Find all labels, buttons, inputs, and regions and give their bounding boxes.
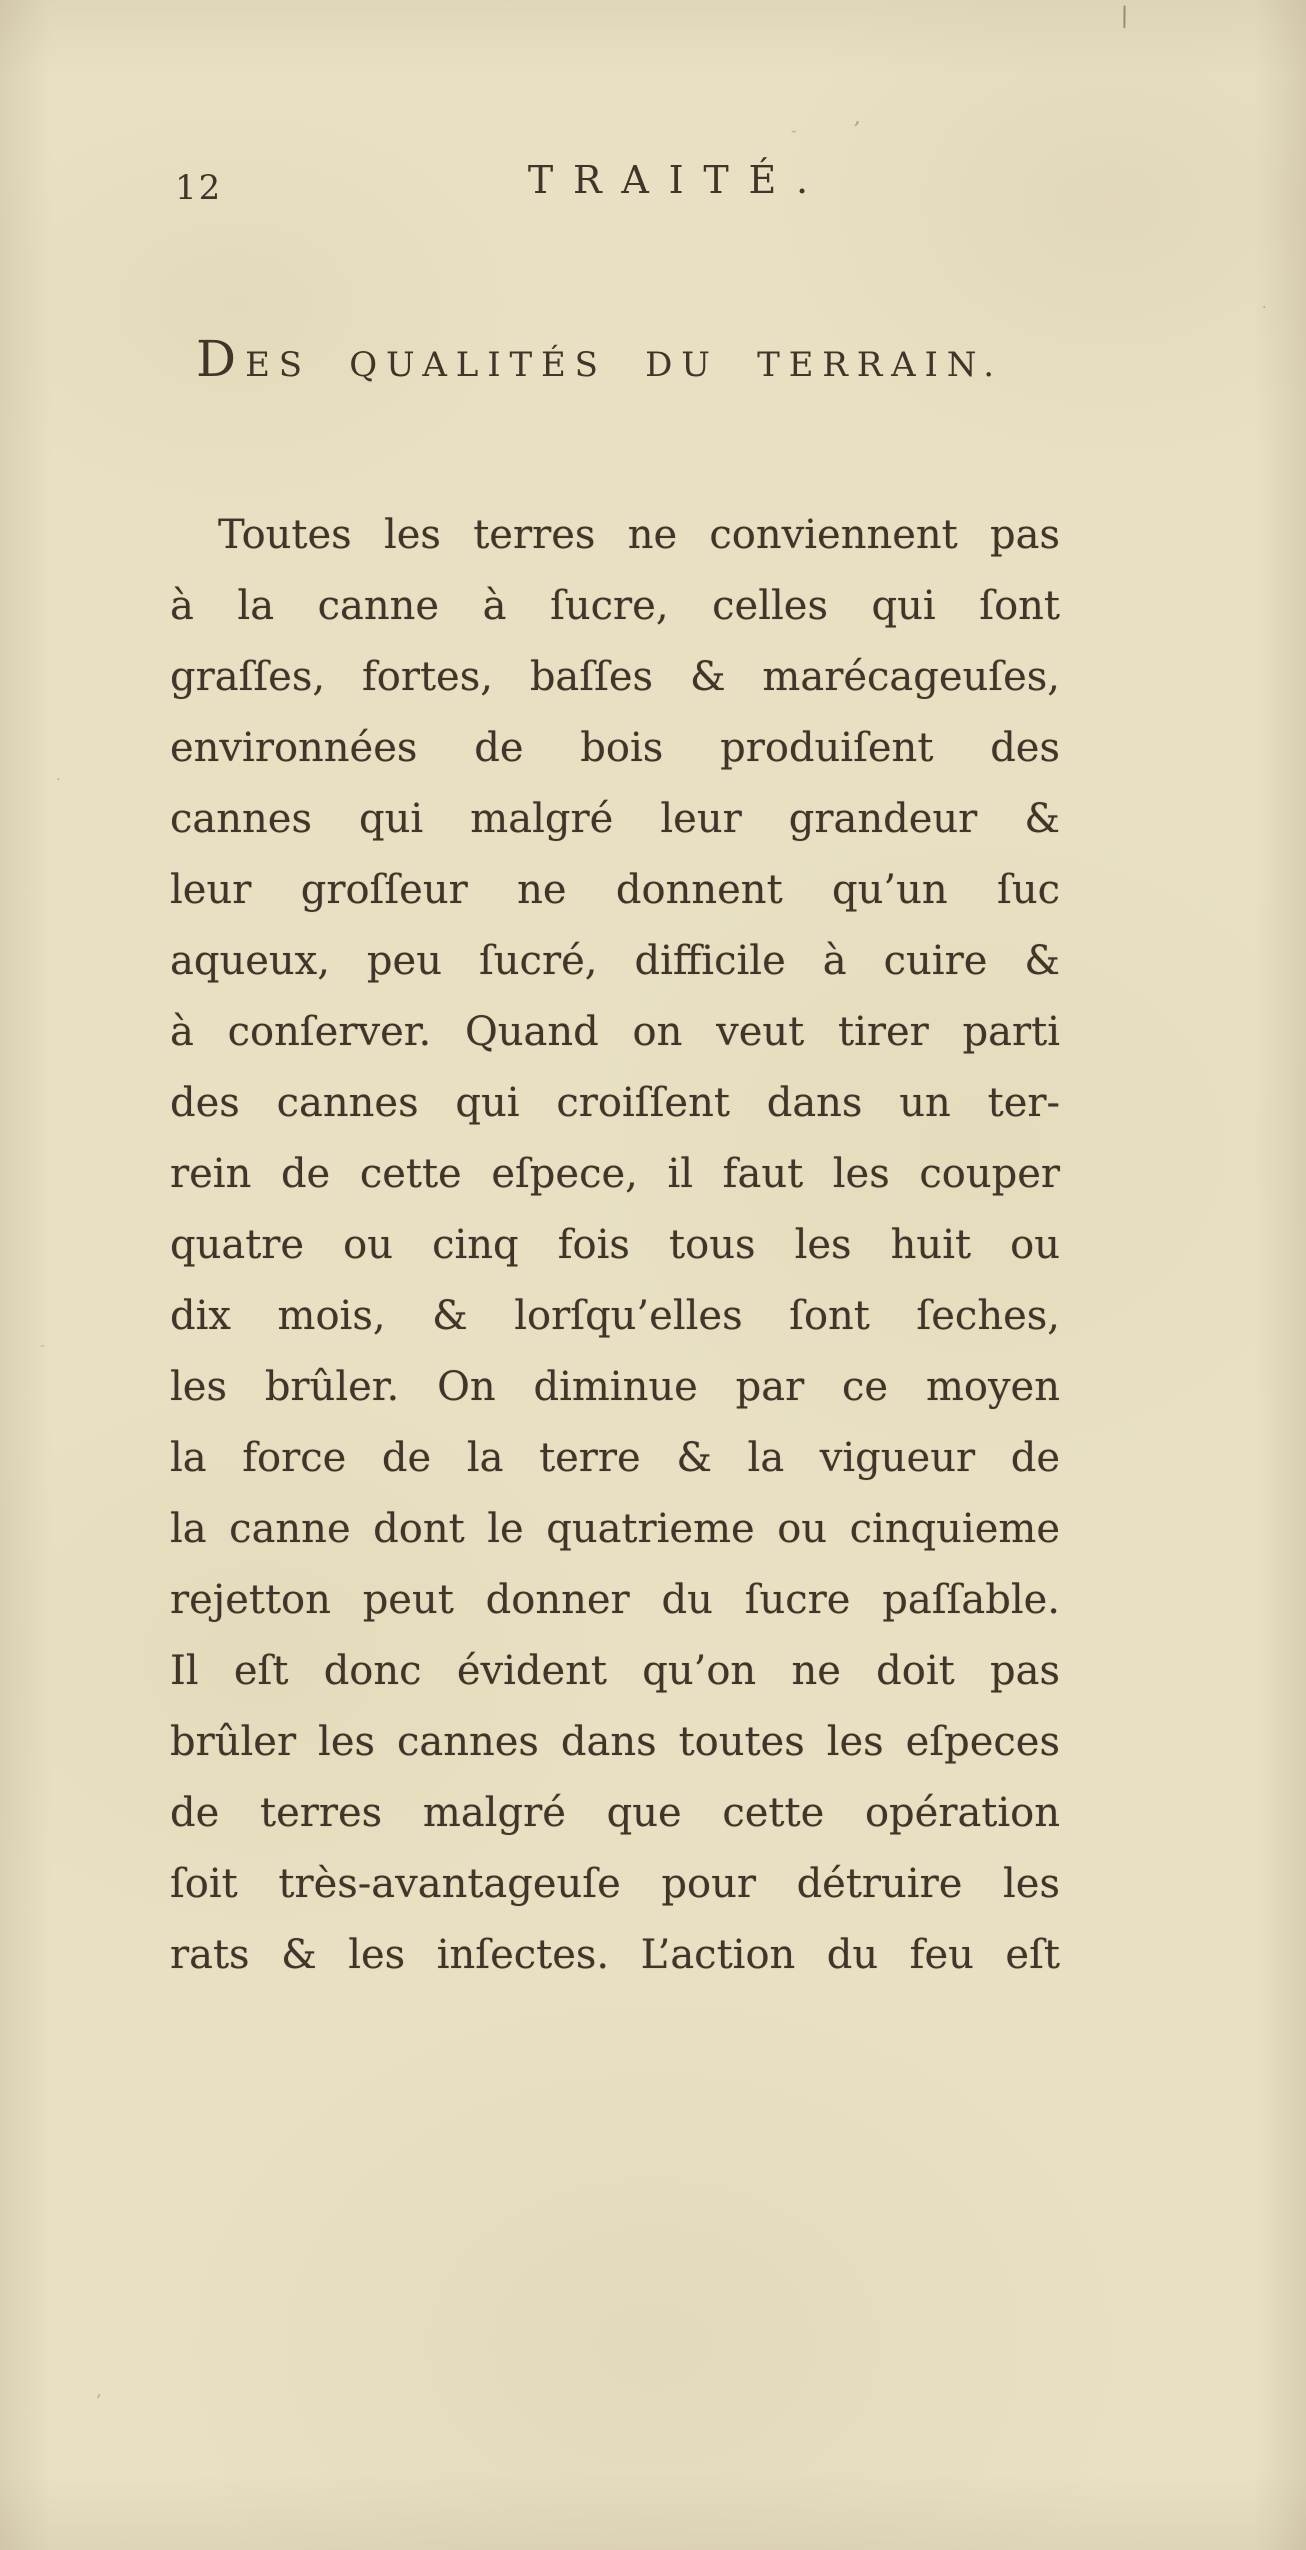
paper-speck: ˘ [790,128,798,147]
text-line: brûler les cannes dans toutes les eſpeces [170,1719,1060,1765]
section-heading: DES QUALITÉS DU TERRAIN. [196,330,1003,388]
paper-speck: · [56,770,61,788]
text-line: aqueux, peu ſucré, difficile à cuire & [170,938,1060,984]
paper-speck: · [1262,300,1267,316]
running-header [170,158,1166,218]
text-line: leur groſſeur ne donnent qu’un ſuc [170,867,1060,913]
text-line: la force de la terre & la vigueur de [170,1435,1060,1481]
text-line: de terres malgré que cette opération [170,1790,1060,1836]
paper-speck: ˗ [40,1336,45,1354]
running-title: TRAITÉ. [527,158,828,202]
text-line: à conſerver. Quand on veut tirer parti [170,1009,1060,1055]
text-line: à la canne à ſucre, celles qui ſont [170,583,1060,629]
text-line: rejetton peut donner du ſucre paſſable. [170,1577,1060,1623]
text-line: quatre ou cinq fois tous les huit ou [170,1222,1060,1268]
body-text [170,500,1060,1991]
text-line: environnées de bois produiſent des [170,725,1060,771]
text-line: graſſes, fortes, baſſes & marécageuſes, [170,654,1060,700]
text-line: Il eſt donc évident qu’on ne doit pas [170,1648,1060,1694]
text-line: cannes qui malgré leur grandeur & [170,796,1060,842]
text-line: rein de cette eſpece, il faut les couper [170,1151,1060,1197]
page-number: 12 [175,168,223,208]
text-line: Toutes les terres ne conviennent pas [218,512,1060,558]
text-line: dix mois, & lorſqu’elles ſont ſeches, [170,1293,1060,1339]
text-line: rats & les inſectes. L’action du feu eſt [170,1932,1060,1978]
paper-speck: ‚ [96,2380,102,2401]
text-line: ſoit très-avantageuſe pour détruire les [170,1861,1060,1907]
text-line: des cannes qui croiſſent dans un ter- [170,1080,1060,1126]
text-line: la canne dont le quatrieme ou cinquieme [170,1506,1060,1552]
paper-speck: \ [1115,1,1134,33]
paper-speck: ’ [849,117,862,144]
text-line: les brûler. On diminue par ce moyen [170,1364,1060,1410]
